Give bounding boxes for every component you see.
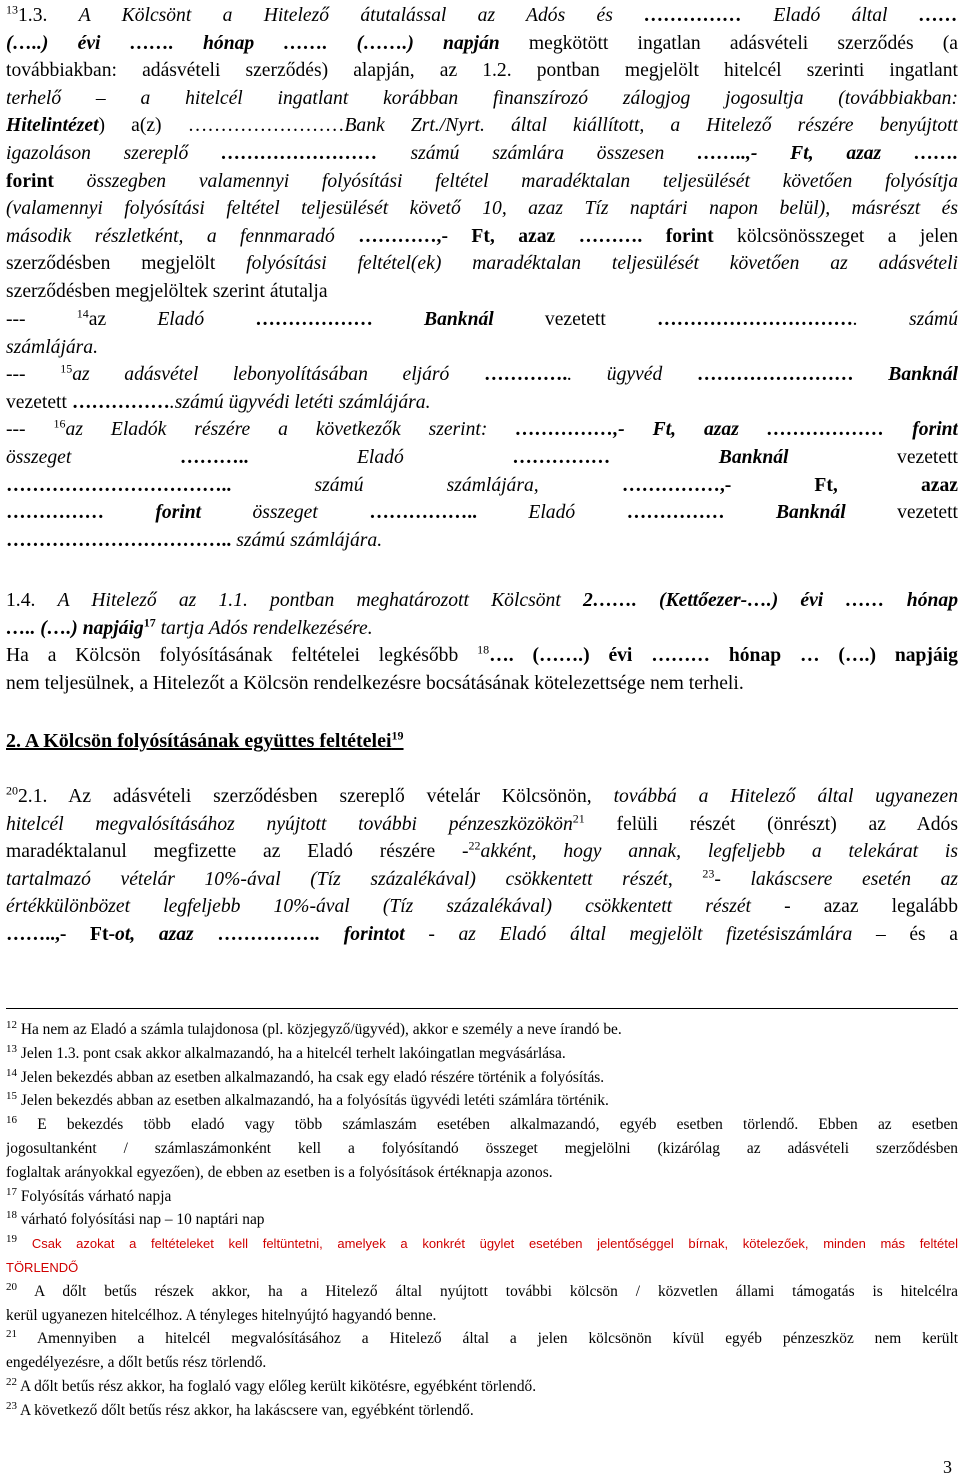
text: ot — [115, 923, 131, 945]
text: Bank Zrt./Nyrt. által kiállított, a Hitelező részére benyújtott — [344, 115, 958, 137]
text: (…..) évi — [6, 32, 130, 54]
blank: …… — [918, 5, 958, 26]
text: . forint — [315, 923, 390, 945]
blank: …………… — [6, 502, 104, 524]
blank: 2…… — [582, 590, 632, 611]
text: összeget — [6, 446, 180, 468]
text: kölcsönösszeget a jelen — [713, 225, 958, 247]
text: . számú — [852, 309, 958, 330]
footnote-number: 22 — [6, 1375, 17, 1388]
paragraph-line — [6, 642, 958, 670]
text: a Hitelezőt a Kölcsön rendelkezésre bocsátásának kötelezettsége nem terheli. — [139, 672, 744, 694]
footnote-12 — [6, 1018, 958, 1042]
text: vezetett — [788, 446, 958, 468]
footnote-number: 20 — [6, 1280, 17, 1293]
text: hitelcél megvalósításához nyújtott további pénzeszközökön — [6, 813, 573, 835]
paragraph-line — [6, 866, 958, 894]
blank: …………… — [644, 5, 743, 26]
page-number: 3 — [943, 1457, 952, 1477]
text: az legalább — [841, 896, 958, 918]
text: tartja Adós rendelkezésére. — [155, 617, 373, 639]
dash: --- — [6, 309, 77, 330]
text: ) a(z) — [98, 115, 188, 137]
footnote-15 — [6, 1089, 958, 1113]
footnote-number: 23 — [6, 1399, 17, 1412]
footnote-text: E bekezdés több eladó vagy több számlaszám esetében alkalmazandó, egyéb esetben törlendő. Ebben az esetben — [17, 1116, 958, 1134]
footnote-text: TÖRLENDŐ — [6, 1259, 79, 1275]
text: – és a — [852, 923, 958, 945]
footnote-16 — [6, 1113, 958, 1137]
blank: …………… — [626, 502, 725, 524]
text: - az — [750, 896, 842, 918]
text: vezetett — [6, 391, 72, 413]
paragraph-line — [6, 2, 958, 30]
text: számlájára. — [6, 336, 98, 358]
paragraph-line — [6, 140, 958, 168]
text: ) napján — [407, 32, 500, 54]
text: Eladó által — [742, 5, 919, 26]
blank: …………… — [71, 391, 170, 413]
payee-line — [6, 499, 958, 527]
blank: …………………… — [220, 142, 378, 164]
text: folyósítási feltétel(ek) maradéktalan teljesülését követően az adásvételi — [246, 253, 958, 275]
footnote-19 — [6, 1232, 958, 1256]
text: . ( — [322, 32, 364, 54]
text: összegben valamennyi folyósítási feltétel maradéktalan teljesülését követően folyósítja — [53, 170, 958, 192]
footnote-text: Folyósítás várható napja — [17, 1187, 172, 1205]
payee-list — [6, 306, 958, 554]
amount-blank: ……………,- Ft, azaz — [621, 474, 958, 496]
text: A Kölcsönt a Hitelező átutalással az Adós és — [78, 5, 645, 26]
section-1-3 — [6, 2, 958, 306]
text: terhelő – a hitelcél ingatlant korábban finanszírozó zálogjog jogosultja (továbbiakban: — [6, 87, 958, 109]
text: . (Kettőezer- — [631, 590, 748, 611]
payee-line — [6, 527, 958, 555]
text: A Hitelező az 1.1. pontban meghatározott Kölcsönt — [57, 590, 583, 611]
blank: …… — [129, 32, 169, 54]
text: Eladó — [476, 502, 627, 524]
text: nem teljesülnek, — [6, 672, 140, 694]
footnote-22 — [6, 1375, 958, 1399]
text: , azaz — [130, 923, 218, 945]
paragraph-line — [6, 250, 958, 278]
text: értékkülönbözet legfeljebb — [6, 896, 274, 918]
footnote-ref: 21 — [572, 811, 585, 826]
text: vezetett — [845, 502, 958, 524]
text: igazoláson szereplő — [6, 142, 221, 164]
footnote-text: A dőlt betűs részek akkor, ha a Hitelező által nyújtott további kölcsön / közvetlen állami támogatás is hitelcélra — [17, 1282, 958, 1300]
payee-line — [6, 416, 958, 444]
blank: …. — [747, 590, 772, 611]
footnote-number: 15 — [6, 1090, 17, 1103]
footnote-text: Jelen bekezdés abban az esetben alkalmazandó, ha csak egy eladó részére történik a folyósítás. — [17, 1068, 605, 1086]
footnote-20-cont — [6, 1304, 958, 1328]
text: ) évi …… hónap — [771, 590, 958, 611]
footnote-16-cont — [6, 1161, 958, 1185]
payee-line — [6, 334, 958, 362]
amount-blank: ……..,- Ft, azaz ……. — [697, 142, 958, 164]
footnote-text: kerül ugyanezen hitelcélhoz. A tényleges hitelnyújtó hagyandó benne. — [6, 1306, 437, 1324]
payee-line — [6, 361, 958, 389]
payee-line — [6, 472, 958, 500]
paragraph-line — [6, 278, 958, 306]
footnote-ref: 20 — [6, 783, 18, 798]
blank: …………. — [483, 364, 568, 386]
text: 2.1. Az adásvételi szerződésben szereplő vételár Kölcsönön, — [18, 786, 614, 807]
footnote-text: A dőlt betűs rész akkor, ha foglaló vagy előleg került kikötésre, egyébként törlendő. — [17, 1377, 537, 1395]
text: ….. (….) napjáig — [6, 617, 144, 639]
text: szerződésben megjelöltek szerint átutalja — [6, 280, 328, 302]
text: számú számlára összesen — [377, 142, 698, 164]
footnote-text: Jelen 1.3. pont csak akkor alkalmazandó, ha a hitelcél terhelt lakóingatlan megvásárlása. — [17, 1044, 566, 1062]
footnote-number: 16 — [6, 1114, 17, 1127]
text: forint — [103, 502, 202, 524]
footnote-separator — [6, 1008, 958, 1009]
text: második részletként, a fennmaradó — [6, 225, 359, 247]
dash: --- — [6, 419, 54, 441]
text: 1.4. — [6, 590, 58, 611]
payee-line — [6, 389, 958, 417]
blank: ……….. — [179, 446, 249, 468]
blank: …………………… — [187, 115, 345, 137]
blank: ……… — [555, 225, 638, 247]
paragraph-line — [6, 615, 958, 643]
text: maradéktalanul megfizette az Eladó részére - — [6, 841, 469, 863]
text: akként, hogy annak, legfeljebb a telekárat is — [480, 841, 958, 863]
text: - az Eladó által megjelölt fizetésiszámlára — [404, 923, 853, 945]
text: vezetett — [493, 309, 657, 330]
text: megkötött ingatlan adásvételi szerződés (a — [499, 32, 958, 54]
paragraph-line — [6, 112, 958, 140]
paragraph-line — [6, 30, 958, 58]
text: összeget — [201, 502, 370, 524]
footnote-number: 14 — [6, 1066, 17, 1079]
document-page — [6, 0, 958, 1484]
text: - — [714, 868, 751, 890]
payee-line — [6, 306, 958, 334]
blank: …… — [283, 32, 323, 54]
text: szerződésben megjelölt — [6, 253, 247, 275]
footnote-ref: 15 — [60, 361, 73, 376]
footnote-ref: 13 — [6, 2, 18, 17]
text: az adásvétel lebonyolításában eljáró — [72, 364, 484, 386]
footnote-16-cont — [6, 1137, 958, 1161]
text: …. (…….) évi ……… hónap … (….) napjáig — [489, 645, 958, 667]
text: ot — [389, 923, 405, 945]
footnote-ref: 22 — [468, 838, 481, 853]
paragraph-line — [6, 195, 958, 223]
blank: …………………………….. — [6, 529, 232, 551]
text: felüli részét (önrészt) az Adós — [584, 813, 958, 835]
paragraph-line — [6, 921, 958, 949]
footnote-text: várható folyósítási nap – 10 naptári nap — [17, 1211, 265, 1229]
footnote-ref: 19 — [391, 728, 404, 743]
footnote-21-cont — [6, 1351, 958, 1375]
blank: ……. — [363, 32, 408, 54]
text: Eladó — [157, 309, 256, 330]
blank: …………… — [512, 446, 611, 468]
paragraph-line — [6, 57, 958, 85]
footnote-text: Amennyiben a hitelcél megvalósításához a Hitelező által a jelen kölcsönön kívül egyéb pénzeszköz nem került — [17, 1330, 958, 1348]
text: Banknál — [372, 309, 494, 330]
text: számú számlájára, — [231, 474, 622, 496]
blank: ……………… — [255, 309, 373, 330]
footnote-number: 19 — [6, 1233, 17, 1246]
text: Banknál — [853, 364, 958, 386]
footnote-23 — [6, 1399, 958, 1423]
amount-blank: …………,- Ft, azaz — [358, 225, 556, 247]
footnote-number: 21 — [6, 1328, 17, 1341]
section-1-4 — [6, 587, 958, 697]
footnote-ref: 14 — [76, 306, 89, 321]
footnote-text: foglaltak arányokkal egyezően), de ebben az esetben is a folyósítások értéknapja azonos. — [6, 1163, 553, 1181]
text: 1.3. — [18, 5, 79, 26]
paragraph-line — [6, 893, 958, 921]
section-2-1 — [6, 783, 958, 949]
blank: ………………………… — [657, 309, 853, 330]
text: az Eladók részére a következők szerint: — [65, 419, 516, 441]
heading-text: 2. A Kölcsön folyósításának együttes feltételei — [6, 730, 392, 752]
payee-line — [6, 444, 958, 472]
blank: …………………… — [696, 364, 854, 386]
blank: …………………………….. — [6, 474, 232, 496]
text: továbbá a Hitelező által ugyanezen — [613, 786, 958, 807]
amount-blank: ……………,- Ft, azaz ……………… — [515, 419, 885, 441]
footnote-13 — [6, 1042, 958, 1066]
text: tartalmazó vételár 10%-ával (Tíz százalékával) csökkentett részét — [6, 868, 668, 890]
text: Ha a Kölcsön folyósításának feltételei legkésőbb — [6, 645, 478, 667]
footnote-ref: 23 — [702, 866, 715, 881]
footnote-14 — [6, 1066, 958, 1090]
text: az — [88, 309, 158, 330]
footnote-17 — [6, 1185, 958, 1209]
paragraph-line — [6, 168, 958, 196]
footnote-ref: 16 — [53, 416, 66, 431]
paragraph-line — [6, 783, 958, 811]
text: 10%-ával (Tíz százalékával) csökkentett részét — [273, 896, 751, 918]
footnote-text: Csak azokat a feltételeket kell feltüntetni, amelyek a konkrét ügylet esetében jelentőséggel bírnak, kötelezőek, minden más feltétel — [31, 1236, 958, 1252]
footnote-text: engedélyezésre, a dőlt betűs rész törlendő. — [6, 1354, 267, 1372]
footnote-number: 17 — [6, 1185, 17, 1198]
footnote-text: Ha nem az Eladó a számla tulajdonosa (pl. közjegyző/ügyvéd), akkor e személy a neve írandó be. — [17, 1021, 622, 1038]
text: számú számlájára. — [231, 529, 383, 551]
footnote-20 — [6, 1280, 958, 1304]
text: Eladó — [248, 446, 513, 468]
text: , — [667, 868, 703, 890]
blank: …………….. — [369, 502, 477, 524]
dash: --- — [6, 364, 61, 386]
footnote-19-cont — [6, 1256, 958, 1280]
paragraph-line — [6, 587, 958, 615]
text: .számú ügyvédi letéti számlájára. — [169, 391, 431, 413]
text: lakáscsere esetén az — [750, 868, 958, 890]
footnote-number: 18 — [6, 1209, 17, 1222]
text: . hónap — [168, 32, 284, 54]
text: Hitelintézet — [6, 115, 99, 137]
paragraph-line — [6, 670, 958, 698]
footnote-21 — [6, 1327, 958, 1351]
footnote-number: 12 — [6, 1018, 17, 1031]
text: . forint — [637, 225, 714, 247]
text: forint — [6, 170, 54, 192]
text: Banknál — [724, 502, 846, 524]
text: forint — [884, 419, 958, 441]
section-2-heading — [6, 727, 958, 755]
text: továbbiakban: adásvételi szerződés) alapján, az 1.2. pontban megjelölt hitelcél szerinti ingatlant — [6, 60, 958, 82]
footnotes — [6, 1018, 958, 1423]
footnote-text: A következő dőlt betűs rész akkor, ha lakáscsere van, egyébként törlendő. — [17, 1401, 474, 1419]
text: Banknál — [610, 446, 789, 468]
paragraph-line — [6, 85, 958, 113]
footnote-ref: 18 — [477, 642, 490, 657]
text: . ügyvéd — [567, 364, 697, 386]
heading — [6, 730, 404, 752]
paragraph-line — [6, 223, 958, 251]
blank: …………… — [217, 923, 316, 945]
footnote-18 — [6, 1208, 958, 1232]
text: (valamennyi folyósítási feltétel teljesülését követő 10, azaz Tíz naptári napon belül), másrészt és — [6, 198, 958, 220]
amount-blank: ……..,- Ft- — [6, 923, 116, 945]
footnote-text: Jelen bekezdés abban az esetben alkalmazandó, ha a folyósítás ügyvédi letéti számlára történik. — [17, 1092, 609, 1110]
paragraph-line — [6, 838, 958, 866]
footnote-text: jogosultanként / számlaszámonként kell a folyósítandó összeget megjelölni (kizárólag az adásvételi szerződésben — [6, 1139, 958, 1157]
footnote-ref: 17 — [143, 615, 156, 630]
paragraph-line — [6, 811, 958, 839]
footnote-number: 13 — [6, 1042, 17, 1055]
